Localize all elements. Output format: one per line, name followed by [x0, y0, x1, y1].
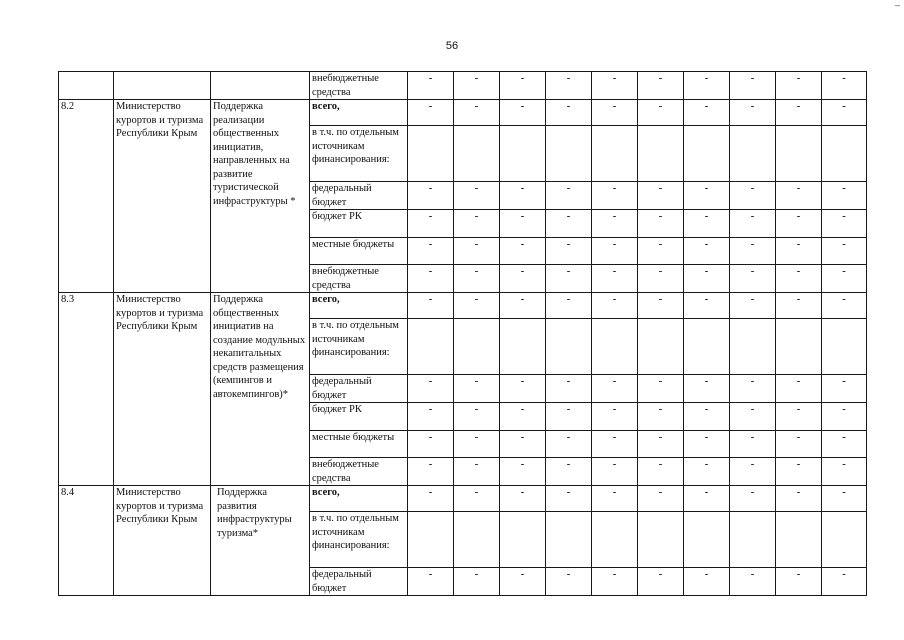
value-dash: -: [408, 210, 454, 238]
table-row: [59, 72, 867, 100]
value-dash: -: [684, 293, 730, 319]
value-dash: -: [684, 265, 730, 293]
value-dash: -: [546, 238, 592, 265]
value-dash: -: [776, 265, 822, 293]
value-dash: -: [592, 293, 638, 319]
value-dash: -: [500, 72, 546, 100]
value-dash: -: [776, 100, 822, 126]
value-dash: -: [684, 238, 730, 265]
value-dash: -: [822, 293, 867, 319]
cell-empty: [730, 319, 776, 375]
value-dash: -: [776, 568, 822, 596]
value-dash: -: [822, 210, 867, 238]
source-label: всего,: [310, 293, 408, 319]
value-dash: -: [500, 486, 546, 512]
value-dash: -: [776, 431, 822, 458]
value-dash: -: [546, 486, 592, 512]
value-dash: -: [822, 375, 867, 403]
value-dash: -: [592, 210, 638, 238]
responsible-org: Министерство курортов и туризма Республики Крым: [114, 486, 211, 596]
value-dash: -: [546, 375, 592, 403]
value-dash: -: [546, 568, 592, 596]
value-dash: -: [730, 265, 776, 293]
value-dash: -: [730, 458, 776, 486]
value-dash: -: [638, 100, 684, 126]
value-dash: -: [684, 100, 730, 126]
value-dash: -: [684, 375, 730, 403]
cell-empty: [592, 319, 638, 375]
value-dash: -: [730, 568, 776, 596]
measure-description: Поддержка общественных инициатив на создание модульных некапитальных средств размещения (кемпингов и автокемпингов)*: [211, 293, 310, 486]
cell-empty: [211, 72, 310, 100]
source-label: федеральный бюджет: [310, 182, 408, 210]
value-dash: -: [546, 458, 592, 486]
value-dash: -: [454, 431, 500, 458]
value-dash: -: [454, 458, 500, 486]
measure-description: Поддержка реализации общественных инициатив, направленных на развитие туристической инфраструктуры *: [211, 100, 310, 293]
corner-mark: –: [894, 0, 900, 10]
source-label: всего,: [310, 100, 408, 126]
value-dash: -: [592, 72, 638, 100]
value-dash: -: [730, 210, 776, 238]
source-label: внебюджетные средства: [310, 72, 408, 100]
table-row: [59, 293, 867, 319]
source-label: всего,: [310, 486, 408, 512]
value-dash: -: [546, 210, 592, 238]
value-dash: -: [546, 293, 592, 319]
cell-empty: [408, 319, 454, 375]
value-dash: -: [638, 375, 684, 403]
cell-empty: [822, 126, 867, 182]
value-dash: -: [592, 431, 638, 458]
value-dash: -: [822, 238, 867, 265]
cell-empty: [454, 319, 500, 375]
value-dash: -: [592, 486, 638, 512]
value-dash: -: [454, 72, 500, 100]
value-dash: -: [730, 72, 776, 100]
value-dash: -: [684, 403, 730, 431]
value-dash: -: [822, 72, 867, 100]
value-dash: -: [776, 210, 822, 238]
value-dash: -: [592, 458, 638, 486]
value-dash: -: [730, 293, 776, 319]
value-dash: -: [684, 431, 730, 458]
value-dash: -: [500, 403, 546, 431]
value-dash: -: [592, 238, 638, 265]
value-dash: -: [454, 568, 500, 596]
value-dash: -: [408, 100, 454, 126]
section-number: 8.4: [59, 486, 114, 596]
value-dash: -: [454, 182, 500, 210]
value-dash: -: [638, 486, 684, 512]
value-dash: -: [638, 210, 684, 238]
source-label: местные бюджеты: [310, 238, 408, 265]
value-dash: -: [454, 210, 500, 238]
value-dash: -: [776, 238, 822, 265]
value-dash: -: [638, 72, 684, 100]
value-dash: -: [730, 486, 776, 512]
value-dash: -: [408, 568, 454, 596]
value-dash: -: [546, 72, 592, 100]
value-dash: -: [822, 182, 867, 210]
value-dash: -: [822, 100, 867, 126]
cell-empty: [684, 126, 730, 182]
cell-empty: [408, 512, 454, 568]
section-number: 8.2: [59, 100, 114, 293]
value-dash: -: [454, 403, 500, 431]
value-dash: -: [822, 486, 867, 512]
cell-empty: [59, 72, 114, 100]
funding-table: [58, 71, 867, 596]
value-dash: -: [730, 182, 776, 210]
cell-empty: [546, 319, 592, 375]
value-dash: -: [454, 100, 500, 126]
value-dash: -: [776, 72, 822, 100]
responsible-org: Министерство курортов и туризма Республики Крым: [114, 293, 211, 486]
value-dash: -: [546, 403, 592, 431]
value-dash: -: [454, 265, 500, 293]
value-dash: -: [822, 458, 867, 486]
value-dash: -: [730, 431, 776, 458]
cell-empty: [638, 126, 684, 182]
value-dash: -: [776, 486, 822, 512]
value-dash: -: [638, 431, 684, 458]
source-label: в т.ч. по отдельным источникам финансирования:: [310, 512, 408, 568]
cell-empty: [454, 126, 500, 182]
source-label: внебюджетные средства: [310, 265, 408, 293]
value-dash: -: [822, 431, 867, 458]
cell-empty: [776, 512, 822, 568]
cell-empty: [546, 512, 592, 568]
cell-empty: [638, 512, 684, 568]
cell-empty: [592, 126, 638, 182]
value-dash: -: [776, 293, 822, 319]
cell-empty: [730, 512, 776, 568]
value-dash: -: [408, 486, 454, 512]
cell-empty: [500, 512, 546, 568]
value-dash: -: [592, 182, 638, 210]
source-label: бюджет РК: [310, 210, 408, 238]
value-dash: -: [454, 486, 500, 512]
value-dash: -: [822, 403, 867, 431]
cell-empty: [776, 126, 822, 182]
value-dash: -: [500, 182, 546, 210]
value-dash: -: [546, 182, 592, 210]
cell-empty: [546, 126, 592, 182]
value-dash: -: [500, 238, 546, 265]
value-dash: -: [684, 182, 730, 210]
value-dash: -: [408, 265, 454, 293]
value-dash: -: [684, 486, 730, 512]
value-dash: -: [500, 265, 546, 293]
source-label: федеральный бюджет: [310, 568, 408, 596]
value-dash: -: [592, 568, 638, 596]
value-dash: -: [822, 568, 867, 596]
value-dash: -: [776, 458, 822, 486]
value-dash: -: [408, 72, 454, 100]
cell-empty: [730, 126, 776, 182]
value-dash: -: [408, 375, 454, 403]
value-dash: -: [408, 238, 454, 265]
value-dash: -: [638, 568, 684, 596]
value-dash: -: [638, 293, 684, 319]
value-dash: -: [454, 293, 500, 319]
value-dash: -: [638, 238, 684, 265]
value-dash: -: [730, 238, 776, 265]
value-dash: -: [592, 100, 638, 126]
value-dash: -: [684, 568, 730, 596]
value-dash: -: [408, 293, 454, 319]
value-dash: -: [454, 238, 500, 265]
source-label: федеральный бюджет: [310, 375, 408, 403]
value-dash: -: [776, 182, 822, 210]
cell-empty: [114, 72, 211, 100]
value-dash: -: [500, 375, 546, 403]
table-row: [59, 486, 867, 512]
value-dash: -: [408, 458, 454, 486]
value-dash: -: [546, 431, 592, 458]
value-dash: -: [684, 458, 730, 486]
value-dash: -: [500, 210, 546, 238]
cell-empty: [500, 319, 546, 375]
value-dash: -: [776, 375, 822, 403]
value-dash: -: [408, 403, 454, 431]
value-dash: -: [730, 403, 776, 431]
value-dash: -: [822, 265, 867, 293]
value-dash: -: [730, 100, 776, 126]
source-label: в т.ч. по отдельным источникам финансирования:: [310, 126, 408, 182]
measure-description: Поддержка развития инфраструктуры туризма*: [211, 486, 310, 596]
value-dash: -: [408, 182, 454, 210]
responsible-org: Министерство курортов и туризма Республики Крым: [114, 100, 211, 293]
table-row: [59, 100, 867, 126]
cell-empty: [684, 319, 730, 375]
value-dash: -: [500, 100, 546, 126]
value-dash: -: [500, 293, 546, 319]
page-number: 56: [445, 40, 459, 52]
cell-empty: [592, 512, 638, 568]
source-label: в т.ч. по отдельным источникам финансирования:: [310, 319, 408, 375]
value-dash: -: [638, 182, 684, 210]
value-dash: -: [592, 375, 638, 403]
value-dash: -: [592, 265, 638, 293]
source-label: бюджет РК: [310, 403, 408, 431]
source-label: внебюджетные средства: [310, 458, 408, 486]
value-dash: -: [638, 265, 684, 293]
value-dash: -: [776, 403, 822, 431]
value-dash: -: [500, 568, 546, 596]
value-dash: -: [592, 403, 638, 431]
cell-empty: [822, 319, 867, 375]
cell-empty: [408, 126, 454, 182]
cell-empty: [454, 512, 500, 568]
value-dash: -: [730, 375, 776, 403]
cell-empty: [822, 512, 867, 568]
cell-empty: [638, 319, 684, 375]
value-dash: -: [638, 458, 684, 486]
value-dash: -: [546, 265, 592, 293]
value-dash: -: [408, 431, 454, 458]
value-dash: -: [500, 458, 546, 486]
cell-empty: [684, 512, 730, 568]
source-label: местные бюджеты: [310, 431, 408, 458]
value-dash: -: [454, 375, 500, 403]
section-number: 8.3: [59, 293, 114, 486]
value-dash: -: [546, 100, 592, 126]
value-dash: -: [684, 210, 730, 238]
value-dash: -: [500, 431, 546, 458]
value-dash: -: [684, 72, 730, 100]
cell-empty: [500, 126, 546, 182]
table-body: [59, 72, 867, 596]
value-dash: -: [638, 403, 684, 431]
cell-empty: [776, 319, 822, 375]
